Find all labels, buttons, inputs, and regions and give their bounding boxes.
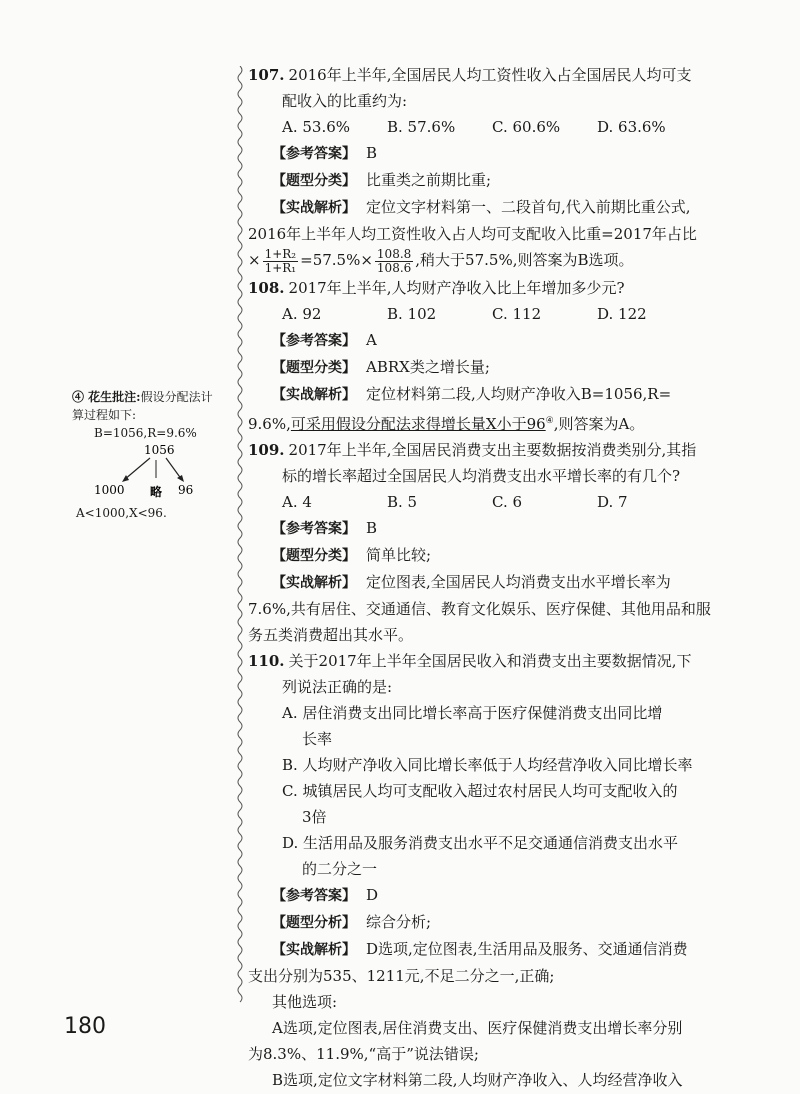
option-b <box>248 752 738 778</box>
margin-note-line1: 假设分配法计 <box>140 390 213 404</box>
question-text: 关于2017年上半年全国居民收入和消费支出主要数据情况,下 <box>288 651 692 670</box>
option-b: B. 5 <box>387 492 418 511</box>
type-label: 【题型分类】 <box>272 359 356 376</box>
question-107 <box>248 62 738 275</box>
margin-note-line2: 算过程如下: <box>72 408 137 422</box>
option-c: C. 60.6% <box>492 118 561 136</box>
fraction-numerator: 1+R₂ <box>264 246 297 261</box>
analysis-text: 定位图表,全国居民人均消费支出水平增长率为 <box>366 572 671 591</box>
type-value: 综合分析; <box>366 912 432 931</box>
margin-note-result: A<1000,X<96. <box>76 506 167 520</box>
fraction-values <box>375 248 413 275</box>
option-b: B. 57.6% <box>387 118 456 136</box>
question-109 <box>248 437 738 648</box>
option-a-analysis: A选项,定位图表,居住消费支出、医疗保健消费支出增长率分别 <box>272 1018 683 1037</box>
option-a: A. 4 <box>282 492 312 511</box>
option-c: C. 112 <box>492 304 542 323</box>
answer-value: A <box>366 330 377 349</box>
option-d <box>248 830 738 882</box>
margin-note-line3: B=1056,R=9.6% <box>94 426 197 440</box>
analysis-formula: × $\frac{\text{1+R₂}}{\text{1+R₁}}$ =57.5%× $\frac{108.8}{108.6}$ ,稍大于57.5%,则答案为B选项。 <box>248 246 634 275</box>
wavy-divider <box>236 66 244 1006</box>
margin-note <box>72 388 232 522</box>
answer-label: 【参考答案】 <box>272 146 356 162</box>
analysis-label: 【实战解析】 <box>272 574 356 591</box>
question-number: 110. <box>248 651 285 670</box>
analysis-text: D选项,定位图表,生活用品及服务、交通通信消费 <box>366 939 688 958</box>
option-text-cont: 的二分之一 <box>302 859 378 878</box>
option-a <box>248 700 738 752</box>
option-text: B. 人均财产净收入同比增长率低于人均经营净收入同比增长率 <box>282 755 693 774</box>
option-d: D. 7 <box>597 492 628 511</box>
option-text: A. 居住消费支出同比增长率高于医疗保健消费支出同比增 <box>282 703 663 722</box>
answer-value: B <box>366 144 378 162</box>
question-number: 109. <box>248 440 285 459</box>
analysis-text-cont: 务五类消费超出其水平。 <box>248 625 414 644</box>
answer-label: 【参考答案】 <box>272 332 356 349</box>
question-content <box>248 62 738 1093</box>
option-b-analysis: B选项,定位文字材料第二段,人均财产净收入、人均经营净收入 <box>272 1070 683 1089</box>
options-row <box>248 301 738 327</box>
diagram-left-value: 1000 <box>94 483 125 497</box>
analysis-text-cont: 7.6%,共有居住、交通通信、教育文化娱乐、医疗保健、其他用品和服 <box>248 599 711 618</box>
answer-value: B <box>366 518 378 537</box>
analysis-label: 【实战解析】 <box>272 386 356 403</box>
analysis-text: 定位材料第二段,人均财产净收入B=1056,R= <box>366 384 672 403</box>
diagram-middle-label: 略 <box>150 485 163 499</box>
underlined-text: 可采用假设分配法求得增长量X小于96 <box>290 414 546 433</box>
type-label: 【题型分析】 <box>272 914 356 931</box>
question-110 <box>248 648 738 1093</box>
option-c: C. 6 <box>492 492 523 511</box>
diagram-top-value: 1056 <box>144 443 175 457</box>
fraction-denominator: 1+R₁ <box>264 260 297 275</box>
analysis-text: 定位文字材料第一、二段首句,代入前期比重公式, <box>366 198 691 216</box>
type-label: 【题型分类】 <box>272 173 356 189</box>
question-text-cont: 配收入的比重约为: <box>282 92 408 110</box>
question-text-cont: 列说法正确的是: <box>282 677 393 696</box>
type-label: 【题型分类】 <box>272 547 356 564</box>
analysis-text-cont <box>248 408 738 437</box>
answer-label: 【参考答案】 <box>272 520 356 537</box>
option-text-cont: 3倍 <box>302 807 327 826</box>
diagram-right-arrowhead <box>177 475 184 482</box>
option-c <box>248 778 738 830</box>
question-text: 2017年上半年,人均财产净收入比上年增加多少元? <box>288 278 625 297</box>
answer-label: 【参考答案】 <box>272 887 356 904</box>
analysis-label: 【实战解析】 <box>272 941 356 958</box>
question-number: 108. <box>248 278 285 297</box>
analysis-conclusion: ,则答案为A。 <box>553 414 645 433</box>
option-a-analysis-cont: 为8.3%、11.9%,“高于”说法错误; <box>248 1044 479 1063</box>
option-text: C. 城镇居民人均可支配收入超过农村居民人均可支配收入的 <box>282 781 678 800</box>
analysis-text-cont: 2016年上半年人均工资性收入占人均可支配收入比重=2017年占比 <box>248 225 697 243</box>
option-b: B. 102 <box>387 304 437 323</box>
question-text: 2017年上半年,全国居民消费支出主要数据按消费类别分,其指 <box>288 440 697 459</box>
type-value: 简单比较; <box>366 545 432 564</box>
formula-tail: ,稍大于57.5%,则答案为B选项。 <box>415 251 634 269</box>
formula-mid: =57.5%× <box>300 251 373 269</box>
diagram-right-value: 96 <box>178 483 194 497</box>
question-108 <box>248 275 738 437</box>
option-text-cont: 长率 <box>302 729 333 748</box>
option-text: D. 生活用品及服务消费支出水平不足交通通信消费支出水平 <box>282 833 679 852</box>
options-row <box>248 489 738 515</box>
answer-value: D <box>366 885 379 904</box>
page-number: 180 <box>64 1014 106 1039</box>
question-text: 2016年上半年,全国居民人均工资性收入占全国居民人均可支 <box>288 66 692 84</box>
other-options-heading: 其他选项: <box>272 992 338 1011</box>
option-a: A. 53.6% <box>282 118 351 136</box>
diagram-left-arrow <box>124 458 150 480</box>
fraction-growth <box>263 248 299 275</box>
type-value: 比重类之前期比重; <box>366 171 492 189</box>
options-row <box>248 114 738 140</box>
fraction-numerator: 108.8 <box>376 246 412 261</box>
analysis-label: 【实战解析】 <box>272 200 356 216</box>
option-a: A. 92 <box>282 304 322 323</box>
analysis-text-cont: 支出分别为535、1211元,不足二分之一,正确; <box>248 966 555 985</box>
analysis-value: 9.6%, <box>248 414 291 433</box>
question-text-cont: 标的增长率超过全国居民人均消费支出水平增长率的有几个? <box>282 466 681 485</box>
fraction-denominator: 108.6 <box>376 260 412 275</box>
type-value: ABRX类之增长量; <box>366 357 490 376</box>
footnote-marker: ④ <box>545 415 554 426</box>
option-d: D. 122 <box>597 304 647 323</box>
allocation-diagram <box>72 442 212 504</box>
margin-note-title: ④ 花生批注: <box>72 390 141 404</box>
question-number: 107. <box>248 66 285 84</box>
option-d: D. 63.6% <box>597 118 666 136</box>
